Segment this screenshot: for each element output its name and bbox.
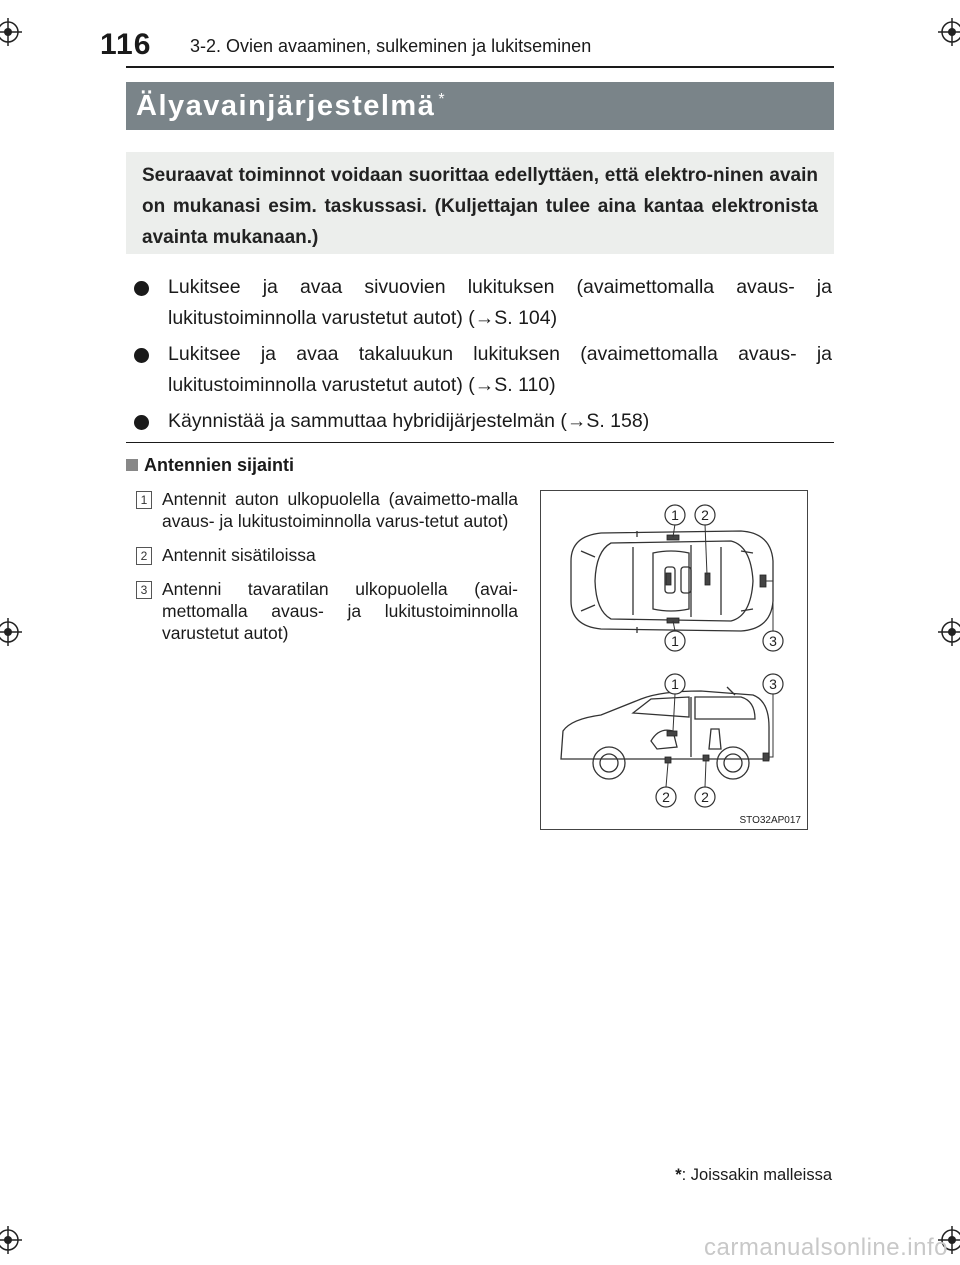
bullet-dot-icon <box>134 348 149 363</box>
number-badge: 2 <box>136 547 152 565</box>
bullet-text: Lukitsee ja avaa takaluukun lukituksen (avaimettomalla avaus- ja lukitustoiminnolla varustetut autot) (→S. 110) <box>168 343 832 396</box>
list-item <box>136 578 518 644</box>
bullet-text: Lukitsee ja avaa sivuovien lukituksen (avaimettomalla avaus- ja lukitustoiminnolla varustetut autot) (→S. 104) <box>168 276 832 329</box>
car-diagram-svg <box>541 491 807 829</box>
subheading <box>126 455 294 476</box>
bullet-text: Käynnistää ja sammuttaa hybridijärjestelmän (→S. 158) <box>168 410 650 432</box>
leader-lines-top <box>673 524 773 631</box>
footnote <box>675 1166 832 1185</box>
car-side-view-illustration <box>561 687 769 779</box>
callout-label: 1 <box>671 633 679 649</box>
registration-mark-top-left <box>0 18 22 46</box>
list-item <box>136 488 518 532</box>
figure-code: STO32AP017 <box>739 815 801 826</box>
list-item <box>126 272 832 334</box>
section-divider <box>126 442 834 443</box>
running-title: 3-2. Ovien avaaminen, sulkeminen ja lukitseminen <box>190 36 592 56</box>
square-bullet-icon <box>126 459 138 471</box>
callout-label: 2 <box>701 507 709 523</box>
callout-label: 2 <box>662 789 670 805</box>
bullet-dot-icon <box>134 281 149 296</box>
callout-label: 2 <box>701 789 709 805</box>
section-title-bar <box>126 82 834 130</box>
watermark: carmanualsonline.info <box>704 1234 948 1261</box>
bullet-dot-icon <box>134 415 149 430</box>
number-badge: 3 <box>136 581 152 599</box>
callout-label: 1 <box>671 676 679 692</box>
number-badge: 1 <box>136 491 152 509</box>
registration-mark-mid-left <box>0 618 22 646</box>
callout-label: 3 <box>769 676 777 692</box>
legend-text: Antenni tavaratilan ulkopuolella (avai-mettomalla avaus- ja lukitustoiminnolla varustetut autot) <box>162 579 518 643</box>
list-item <box>126 406 832 437</box>
title-footnote-star: * <box>438 91 445 108</box>
footnote-star: * <box>675 1166 682 1184</box>
callout-label: 1 <box>671 507 679 523</box>
section-title: Älyavainjärjestelmä <box>136 89 436 122</box>
list-item <box>126 339 832 401</box>
antenna-location-figure <box>540 490 808 830</box>
registration-mark-mid-right <box>938 618 960 646</box>
footnote-text: : Joissakin malleissa <box>681 1166 832 1184</box>
antenna-legend-list <box>136 488 518 656</box>
subheading-text: Antennien sijainti <box>144 455 295 475</box>
legend-text: Antennit auton ulkopuolella (avaimetto-malla avaus- ja lukitustoiminnolla varus-tetut autot) <box>162 489 518 531</box>
intro-box: Seuraavat toiminnot voidaan suorittaa edellyttäen, että elektro-ninen avain on mukanasi esim. taskussasi. (Kuljettajan tulee aina kantaa elektronista avainta mukanaan.) <box>126 152 834 254</box>
list-item <box>136 544 518 566</box>
callout-label: 3 <box>769 633 777 649</box>
antenna-markers-side <box>665 731 769 763</box>
page-number: 116 <box>100 28 152 61</box>
legend-text: Antennit sisätiloissa <box>162 545 316 565</box>
registration-mark-top-right <box>938 18 960 46</box>
header-rule <box>126 66 834 68</box>
bullet-list <box>126 272 832 442</box>
registration-mark-bottom-left <box>0 1226 22 1254</box>
